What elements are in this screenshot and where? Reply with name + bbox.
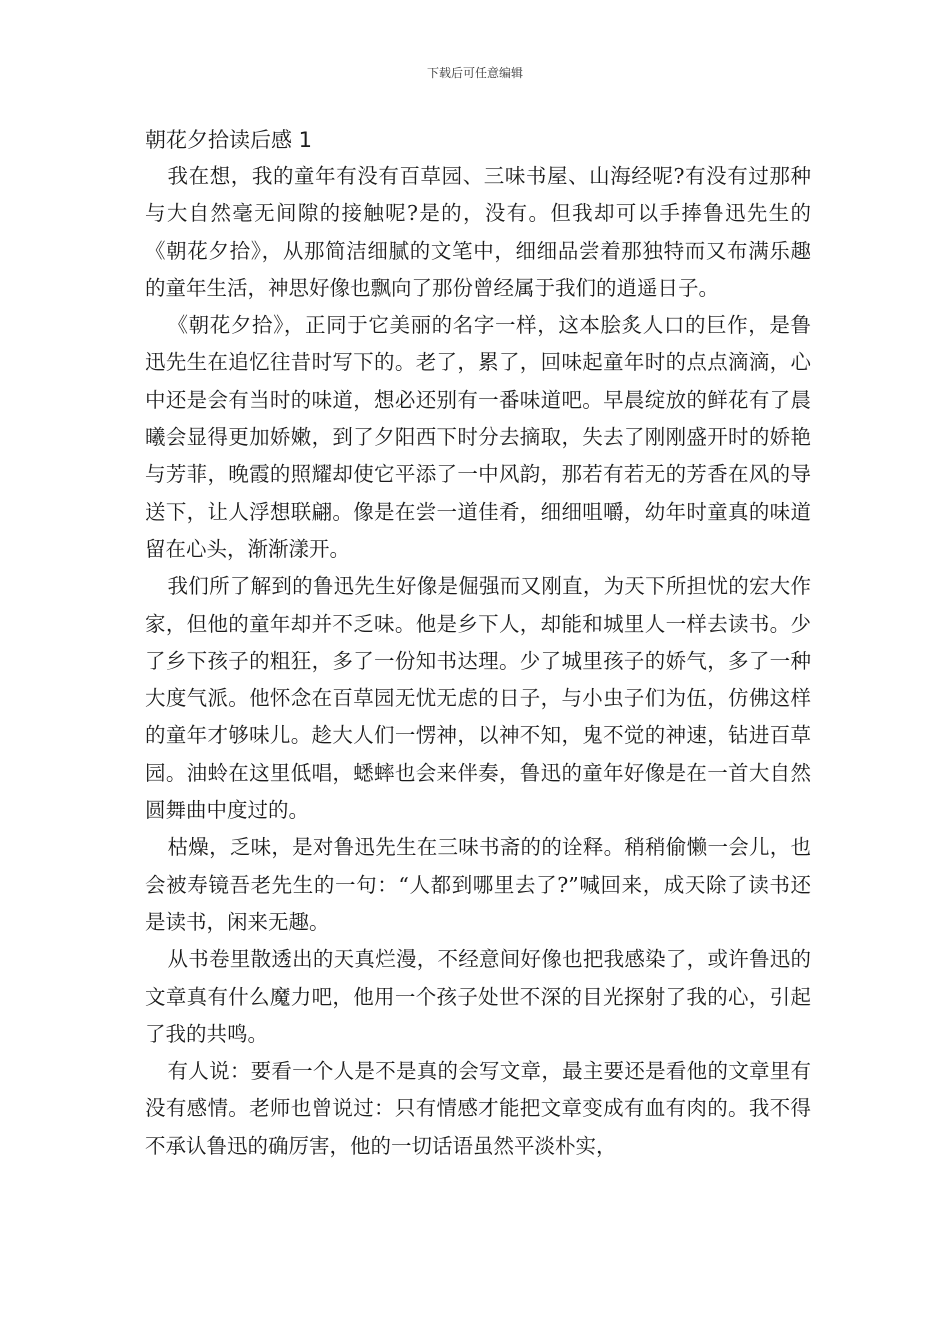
paragraph-2: 《朝花夕拾》，正同于它美丽的名字一样，这本脍炙人口的巨作，是鲁迅先生在追忆往昔时写下的。老了，累了，回味起童年时的点点滴滴，心中还是会有当时的味道，想必还别有一番味道吧。早晨绽放的鲜花有了晨曦会显得更加娇嫩，到了夕阳西下时分去摘取，失去了刚刚盛开时的娇艳与芳菲，晚霞的照耀却使它平添了一中风韵，那若有若无的芳香在风的导送下，让人浮想联翩。像是在尝一道佳肴，细细咀嚼，幼年时童真的味道留在心头，渐渐漾开。 [145, 313, 811, 561]
paragraph-4: 枯燥，乏味，是对鲁迅先生在三味书斋的的诠释。稍稍偷懒一会儿，也会被寿镜吾老先生的一句：“人都到哪里去了?”喊回来，成天除了读书还是读书，闲来无趣。 [145, 835, 811, 934]
page-header-note: 下载后可任意编辑 [426, 66, 523, 80]
paragraph-6: 有人说：要看一个人是不是真的会写文章，最主要还是看他的文章里有没有感情。老师也曾说过：只有情感才能把文章变成有血有肉的。我不得不承认鲁迅的确厉害，他的一切话语虽然平淡朴实， [145, 1059, 811, 1158]
document-body [145, 122, 811, 1165]
paragraph-3: 我们所了解到的鲁迅先生好像是倔强而又刚直，为天下所担忧的宏大作家，但他的童年却并不乏味。他是乡下人，却能和城里人一样去读书。少了乡下孩子的粗狂，多了一份知书达理。少了城里孩子的娇气，多了一种大度气派。他怀念在百草园无忧无虑的日子，与小虫子们为伍，仿佛这样的童年才够味儿。趁大人们一愣神，以神不知，鬼不觉的神速，钻进百草园。油蛉在这里低唱，蟋蟀也会来伴奏，鲁迅的童年好像是在一首大自然圆舞曲中度过的。 [145, 574, 811, 823]
paragraph-5: 从书卷里散透出的天真烂漫，不经意间好像也把我感染了，或许鲁迅的文章真有什么魔力吧，他用一个孩子处世不深的目光探射了我的心，引起了我的共鸣。 [145, 947, 811, 1046]
document-title: 朝花夕拾读后感 1 [145, 128, 313, 152]
paragraph-1: 我在想，我的童年有没有百草园、三味书屋、山海经呢?有没有过那种与大自然毫无间隙的接触呢?是的，没有。但我却可以手捧鲁迅先生的《朝花夕拾》，从那简洁细腻的文笔中，细细品尝着那独特而又布满乐趣的童年生活，神思好像也飘向了那份曾经属于我们的逍遥日子。 [145, 164, 811, 300]
